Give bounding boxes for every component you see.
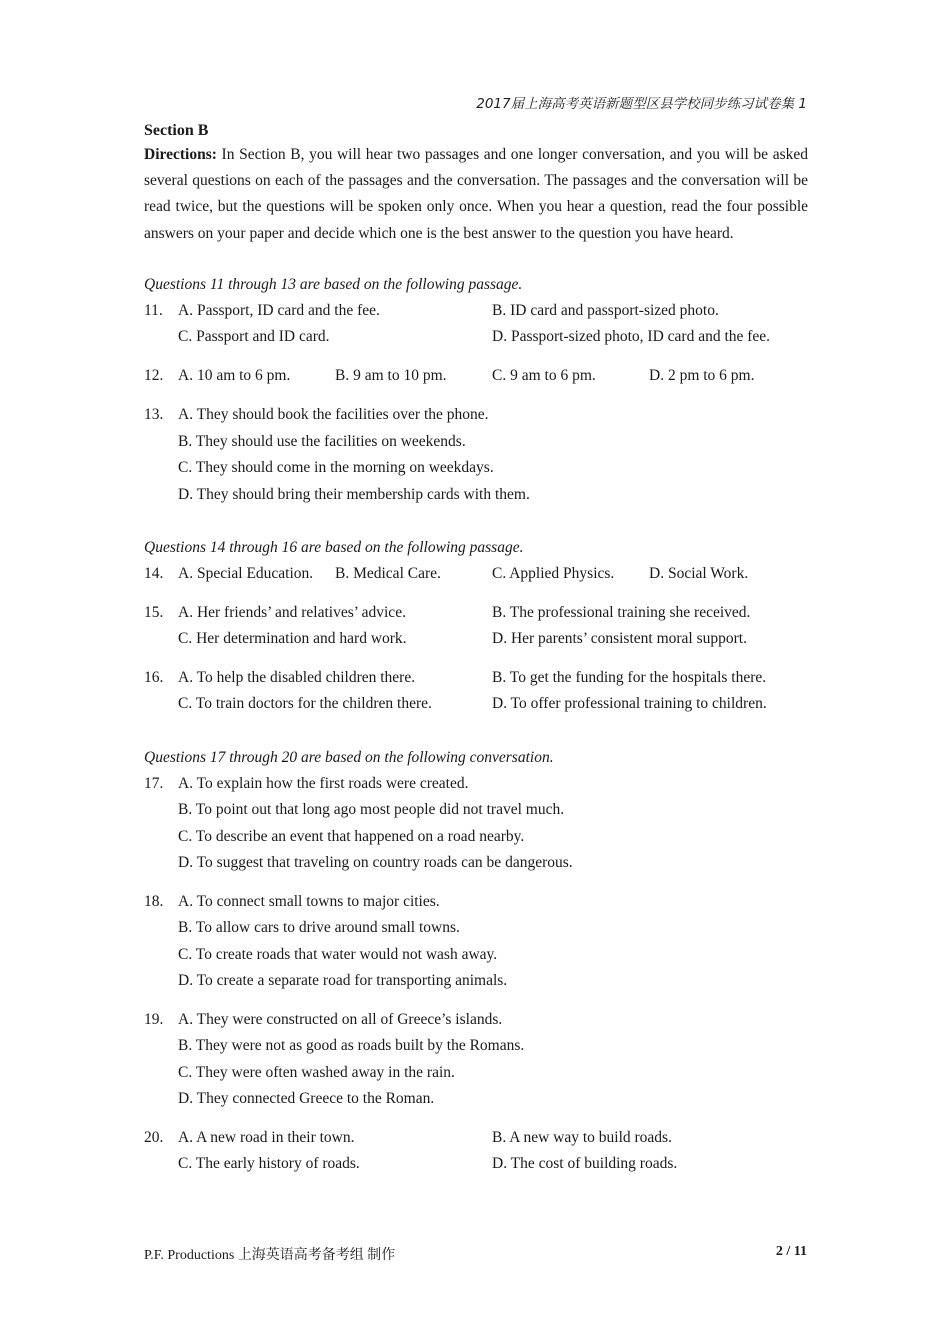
option-d[interactable]: D. 2 pm to 6 pm. (649, 366, 755, 384)
options (178, 402, 808, 508)
option-b[interactable]: B. They were not as good as roads built by the Romans. (178, 1037, 525, 1055)
option-a[interactable]: A. To connect small towns to major cities. (178, 892, 440, 910)
options (178, 665, 808, 718)
option-d[interactable]: D. Social Work. (649, 565, 749, 583)
options (178, 363, 808, 390)
question-number: 17. (144, 774, 164, 792)
option-a[interactable]: A. A new road in their town. (178, 1128, 355, 1146)
option-d[interactable]: D. Her parents’ consistent moral support. (492, 630, 747, 648)
option-c[interactable]: C. 9 am to 6 pm. (492, 366, 596, 384)
footer-credit: P.F. Productions 上海英语高考备考组 制作 (144, 1248, 396, 1263)
option-b[interactable]: B. They should use the facilities on weekends. (178, 432, 466, 450)
options (178, 298, 808, 351)
question-14 (144, 561, 808, 588)
question-number: 13. (144, 406, 164, 424)
question-19 (144, 1007, 808, 1113)
question-15 (144, 600, 808, 653)
option-c[interactable]: C. To create roads that water would not wash away. (178, 945, 498, 963)
option-d[interactable]: D. To offer professional training to children. (492, 695, 767, 713)
option-d[interactable]: D. They connected Greece to the Roman. (178, 1090, 435, 1108)
question-20 (144, 1125, 808, 1178)
option-c[interactable]: C. Applied Physics. (492, 565, 615, 583)
page-header: 2017届上海高考英语新题型区县学校同步练习试卷集 1 (476, 96, 807, 112)
option-b[interactable]: B. A new way to build roads. (492, 1128, 672, 1146)
option-c[interactable]: C. They were often washed away in the rain. (178, 1063, 455, 1081)
option-c[interactable]: C. To train doctors for the children there. (178, 695, 432, 713)
question-number: 19. (144, 1010, 164, 1028)
question-number: 14. (144, 565, 164, 583)
content (144, 120, 808, 1178)
options (178, 1125, 808, 1178)
question-13 (144, 402, 808, 508)
question-18 (144, 889, 808, 995)
option-c[interactable]: C. To describe an event that happened on a road nearby. (178, 827, 525, 845)
section-title: Section B (144, 122, 209, 139)
option-d[interactable]: D. To create a separate road for transporting animals. (178, 972, 508, 990)
question-16 (144, 665, 808, 718)
option-b[interactable]: B. ID card and passport-sized photo. (492, 301, 719, 319)
options (178, 600, 808, 653)
option-a[interactable]: A. 10 am to 6 pm. (178, 366, 291, 384)
option-b[interactable]: B. The professional training she received. (492, 603, 751, 621)
group-title: Questions 17 through 20 are based on the following conversation. (144, 748, 554, 766)
options (178, 1007, 808, 1113)
question-number: 11. (144, 301, 163, 319)
question-number: 18. (144, 892, 164, 910)
options (178, 889, 808, 995)
question-12 (144, 363, 808, 390)
option-a[interactable]: A. They should book the facilities over the phone. (178, 406, 489, 424)
option-a[interactable]: A. To help the disabled children there. (178, 668, 416, 686)
question-number: 15. (144, 603, 164, 621)
option-a[interactable]: A. They were constructed on all of Greece’s islands. (178, 1010, 503, 1028)
option-b[interactable]: B. To allow cars to drive around small towns. (178, 919, 460, 937)
option-d[interactable]: D. They should bring their membership cards with them. (178, 485, 530, 503)
question-17 (144, 771, 808, 877)
directions (144, 142, 808, 247)
option-a[interactable]: A. To explain how the first roads were created. (178, 774, 469, 792)
question-number: 12. (144, 366, 164, 384)
page-number: 2 / 11 (775, 1244, 807, 1259)
options (178, 771, 808, 877)
option-d[interactable]: D. The cost of building roads. (492, 1155, 678, 1173)
question-number: 16. (144, 668, 164, 686)
group-title: Questions 11 through 13 are based on the following passage. (144, 275, 523, 293)
options (178, 561, 808, 588)
directions-text: In Section B, you will hear two passages and one longer conversation, and you will be asked several questions on each of the passages and the conversation. The passages and the conversation will be read twice, but the questions will be spoken only once. When you hear a question, read the four possible answers on your paper and decide which one is the best answer to the question you have heard. (144, 146, 808, 242)
group-title: Questions 14 through 16 are based on the following passage. (144, 539, 524, 557)
option-d[interactable]: D. To suggest that traveling on country roads can be dangerous. (178, 854, 573, 872)
option-c[interactable]: C. Passport and ID card. (178, 328, 330, 346)
option-a[interactable]: A. Special Education. (178, 565, 314, 583)
option-b[interactable]: B. Medical Care. (335, 565, 441, 583)
option-b[interactable]: B. 9 am to 10 pm. (335, 366, 447, 384)
option-a[interactable]: A. Passport, ID card and the fee. (178, 301, 380, 319)
option-c[interactable]: C. The early history of roads. (178, 1155, 360, 1173)
option-b[interactable]: B. To get the funding for the hospitals there. (492, 668, 767, 686)
option-c[interactable]: C. They should come in the morning on weekdays. (178, 459, 494, 477)
directions-label: Directions: (144, 146, 217, 163)
option-d[interactable]: D. Passport-sized photo, ID card and the fee. (492, 328, 771, 346)
option-c[interactable]: C. Her determination and hard work. (178, 630, 407, 648)
option-b[interactable]: B. To point out that long ago most people did not travel much. (178, 801, 565, 819)
question-11 (144, 298, 808, 351)
question-number: 20. (144, 1128, 164, 1146)
option-a[interactable]: A. Her friends’ and relatives’ advice. (178, 603, 406, 621)
